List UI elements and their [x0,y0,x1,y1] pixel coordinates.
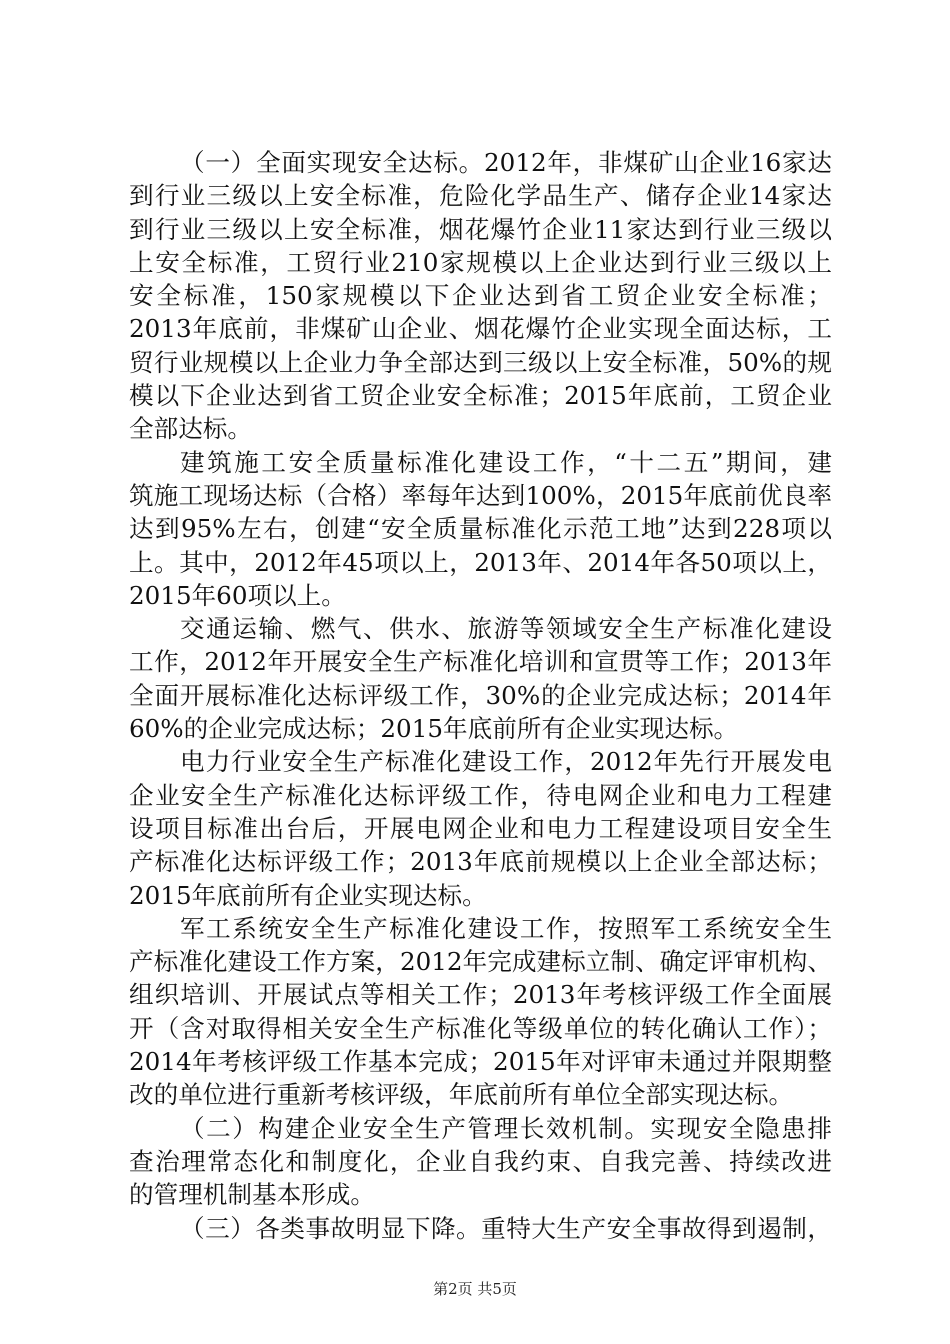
text-line: 上安全标准，工贸行业210家规模以上企业达到行业三级以上 [129,247,832,277]
text-line: 2015年底前所有企业实现达标。 [129,880,487,910]
page-footer [0,1279,950,1299]
text-line: 到行业三级以上安全标准，危险化学品生产、储存企业14家达 [129,181,832,211]
text-line: 60%的企业完成达标；2015年底前所有企业实现达标。 [129,714,739,744]
text-line: 2015年60项以上。 [129,580,346,610]
text-line: 企业安全生产标准化达标评级工作，待电网企业和电力工程建 [129,780,832,810]
page-number-label: 第2页 共5页 [433,1280,517,1298]
text-line: 工作，2012年开展安全生产标准化培训和宣贯等工作；2013年 [129,647,832,677]
text-line: 建筑施工安全质量标准化建设工作，“十二五”期间，建 [180,447,832,477]
text-line: （二）构建企业安全生产管理长效机制。实现安全隐患排 [180,1113,832,1143]
text-line: 贸行业规模以上企业力争全部达到三级以上安全标准，50%的规 [129,347,832,377]
text-line: 2013年底前，非煤矿山企业、烟花爆竹企业实现全面达标，工 [129,314,832,344]
text-line: 产标准化达标评级工作；2013年底前规模以上企业全部达标； [129,847,832,877]
text-line: 上。其中，2012年45项以上，2013年、2014年各50项以上， [129,547,832,577]
text-line: 组织培训、开展试点等相关工作；2013年考核评级工作全面展 [129,980,832,1010]
text-line: 军工系统安全生产标准化建设工作，按照军工系统安全生 [180,913,832,943]
text-line: 达到95%左右，创建“安全质量标准化示范工地”达到228项以 [129,514,832,544]
text-line: 开（含对取得相关安全生产标准化等级单位的转化确认工作）； [129,1013,832,1043]
text-line: 到行业三级以上安全标准，烟花爆竹企业11家达到行业三级以 [129,214,832,244]
text-line: 的管理机制基本形成。 [129,1180,375,1210]
text-line: 筑施工现场达标（合格）率每年达到100%，2015年底前优良率 [129,480,832,510]
text-line: 查治理常态化和制度化，企业自我约束、自我完善、持续改进 [129,1146,832,1176]
text-line: 模以下企业达到省工贸企业安全标准；2015年底前，工贸企业 [129,381,832,411]
text-line: 全部达标。 [129,414,252,444]
text-line: （一）全面实现安全达标。2012年，非煤矿山企业16家达 [180,148,832,177]
text-line: 交通运输、燃气、供水、旅游等领域安全生产标准化建设 [180,614,832,644]
text-line: 2014年考核评级工作基本完成；2015年对评审未通过并限期整 [129,1047,832,1077]
text-line: 设项目标准出台后，开展电网企业和电力工程建设项目安全生 [129,813,832,843]
text-line: 电力行业安全生产标准化建设工作，2012年先行开展发电 [180,747,832,777]
text-line: 全面开展标准化达标评级工作，30%的企业完成达标；2014年 [129,680,832,710]
text-line: 产标准化建设工作方案，2012年完成建标立制、确定评审机构、 [129,947,832,977]
document-body [129,146,832,1245]
text-line: （三）各类事故明显下降。重特大生产安全事故得到遏制， [180,1213,832,1243]
text-line: 安全标准，150家规模以下企业达到省工贸企业安全标准； [129,281,832,311]
text-line: 改的单位进行重新考核评级，年底前所有单位全部实现达标。 [129,1080,794,1110]
